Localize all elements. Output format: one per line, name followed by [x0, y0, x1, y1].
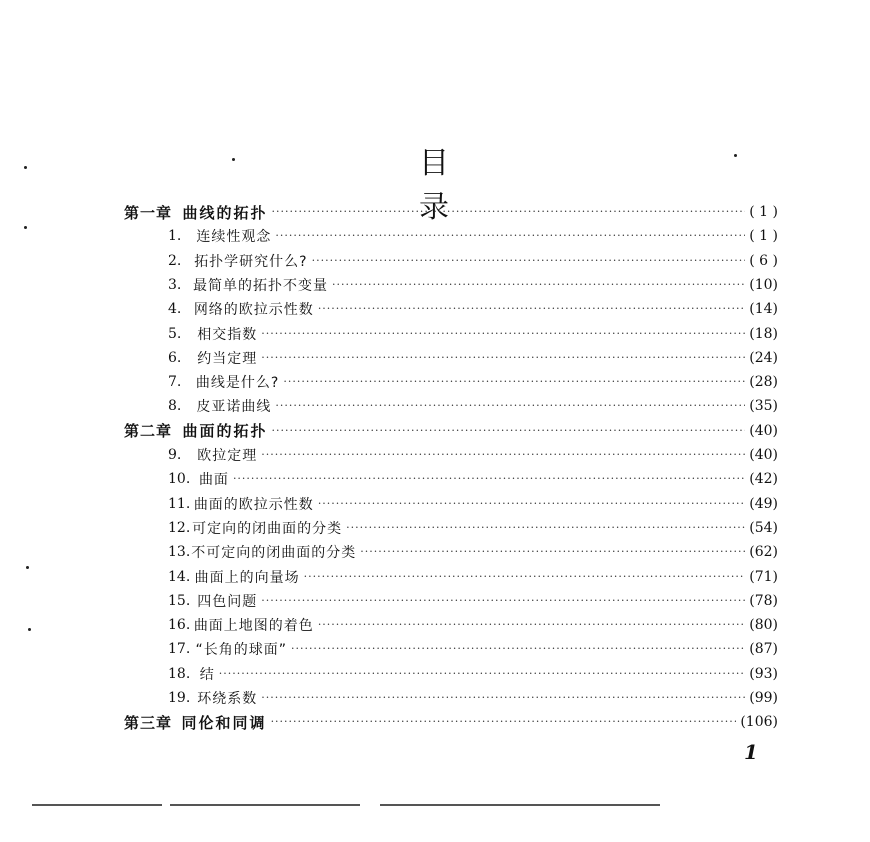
toc-page-number: (18)	[749, 325, 778, 342]
toc-section-title: 曲线是什么?	[195, 375, 280, 392]
toc-chapter-title: 曲面的拓扑	[182, 422, 268, 441]
toc-dot-leader	[261, 326, 745, 342]
scan-speck	[26, 566, 29, 569]
toc-dot-leader	[291, 641, 745, 657]
toc-chapter-row[interactable]	[124, 419, 778, 443]
toc-page-number: (87)	[749, 641, 778, 658]
toc-dot-leader	[283, 374, 745, 390]
toc-section-number: 18.	[168, 665, 191, 682]
toc-section-number: 7.	[168, 374, 182, 391]
toc-section-title: “长角的球面”	[195, 642, 287, 659]
toc-chapter-title: 曲线的拓扑	[182, 203, 268, 222]
toc-section-row[interactable]	[168, 686, 778, 710]
toc-section-title: 可定向的闭曲面的分类	[192, 520, 343, 537]
toc-page-number: (35)	[749, 398, 778, 415]
toc-section-row[interactable]	[168, 565, 778, 589]
scan-artifact-line	[32, 804, 162, 806]
toc-section-row[interactable]	[168, 297, 778, 321]
toc-section-row[interactable]	[168, 492, 778, 516]
toc-dot-leader	[304, 569, 746, 585]
toc-section-number: 8.	[168, 398, 182, 415]
toc-page-number: (40)	[749, 447, 778, 463]
toc-dot-leader	[261, 593, 745, 609]
toc-section-number: 2.	[168, 252, 182, 269]
toc-section-number: 9.	[168, 447, 182, 463]
toc-page-number: (10)	[749, 276, 778, 293]
toc-page-number: (49)	[749, 495, 778, 512]
page-title: 目 录	[419, 146, 583, 225]
toc-dot-leader	[318, 301, 745, 317]
scan-speck	[24, 166, 27, 169]
toc-chapter-row[interactable]	[124, 710, 778, 734]
toc-section-row[interactable]	[168, 637, 778, 661]
toc-section-title: 欧拉定理	[197, 448, 258, 464]
toc-chapter-label: 第一章	[124, 203, 173, 222]
toc-page-number: (106)	[740, 714, 778, 731]
toc-page-number: ( 6 )	[749, 252, 778, 269]
toc-dot-leader	[271, 714, 737, 730]
scan-speck	[28, 628, 31, 631]
toc-section-title: 曲面上的向量场	[194, 569, 300, 586]
toc-dot-leader	[272, 423, 746, 439]
toc-page-number: (42)	[749, 471, 778, 488]
toc-dot-leader	[346, 520, 745, 536]
toc-dot-leader	[219, 666, 745, 682]
toc-section-number: 12.	[168, 519, 191, 536]
toc-dot-leader	[360, 544, 745, 560]
toc-page-number: (28)	[749, 374, 778, 391]
toc-section-number: 10.	[168, 471, 191, 488]
toc-section-number: 3.	[168, 276, 182, 293]
toc-section-number: 4.	[168, 301, 182, 318]
toc-section-title: 连续性观念	[196, 229, 272, 246]
toc-chapter-label: 第三章	[124, 713, 173, 732]
toc-section-title: 最简单的拓扑不变量	[192, 277, 328, 294]
toc-page-number: ( 1 )	[749, 204, 778, 220]
toc-page-number: ( 1 )	[749, 228, 778, 245]
toc-section-number: 1.	[168, 228, 182, 245]
toc-section-title: 曲面上地图的着色	[193, 618, 314, 635]
toc-section-row[interactable]	[168, 370, 778, 394]
toc-section-row[interactable]	[168, 249, 778, 273]
toc-section-row[interactable]	[168, 662, 778, 686]
toc-section-number: 16.	[168, 617, 191, 634]
toc-page-number: (40)	[749, 422, 778, 439]
toc-section-number: 19.	[168, 690, 191, 706]
toc-section-title: 网络的欧拉示性数	[193, 302, 314, 319]
toc-dot-leader	[233, 471, 745, 487]
toc-page-number: (80)	[749, 617, 778, 634]
toc-section-row[interactable]	[168, 394, 778, 418]
toc-chapter-label: 第二章	[124, 422, 173, 441]
toc-dot-leader	[318, 496, 745, 512]
page-folio-number: 1	[744, 740, 758, 764]
toc-dot-leader	[332, 277, 745, 293]
toc-section-row[interactable]	[168, 589, 778, 613]
toc-dot-leader	[275, 398, 745, 414]
toc-section-title: 相交指数	[197, 326, 258, 343]
scan-speck	[734, 154, 737, 157]
toc-section-number: 11.	[168, 495, 191, 512]
toc-page-number: (62)	[749, 544, 778, 561]
toc-section-number: 13.	[168, 544, 191, 561]
scan-speck	[24, 226, 27, 229]
toc-section-row[interactable]	[168, 224, 778, 248]
toc-page-number: (14)	[749, 301, 778, 318]
scan-speck	[232, 158, 235, 161]
toc-dot-leader	[275, 228, 745, 244]
toc-chapter-row[interactable]	[124, 200, 778, 224]
toc-section-row[interactable]	[168, 322, 778, 346]
toc-page-number: (54)	[749, 519, 778, 536]
toc-section-title: 皮亚诺曲线	[196, 399, 272, 416]
toc-chapter-title: 同伦和同调	[181, 713, 267, 732]
toc-section-number: 15.	[168, 592, 191, 609]
toc-section-title: 曲面的欧拉示性数	[193, 496, 314, 513]
toc-section-row[interactable]	[168, 273, 778, 297]
toc-page-number: (71)	[749, 568, 778, 585]
scan-artifact-line	[380, 804, 660, 806]
toc-section-title: 四色问题	[197, 593, 258, 610]
toc-page-number: (93)	[749, 665, 778, 682]
toc-page-number: (78)	[749, 592, 778, 609]
toc-section-title: 拓扑学研究什么?	[194, 253, 308, 270]
toc-page-number: (99)	[749, 690, 778, 706]
toc-dot-leader	[261, 350, 745, 366]
scan-artifact-line	[170, 804, 360, 806]
toc-section-title: 曲面	[198, 472, 229, 489]
toc-section-row[interactable]	[168, 346, 778, 370]
toc-section-row[interactable]	[168, 613, 778, 637]
toc-section-row[interactable]	[168, 467, 778, 491]
toc-section-number: 17.	[168, 641, 191, 658]
toc-page-number: (24)	[749, 349, 778, 366]
toc-section-number: 6.	[168, 349, 182, 366]
toc-section-title: 环绕系数	[197, 691, 258, 707]
toc-dot-leader	[272, 204, 746, 220]
toc-section-number: 5.	[168, 325, 182, 342]
toc-section-row[interactable]	[168, 443, 778, 467]
toc-section-title: 不可定向的闭曲面的分类	[191, 545, 357, 562]
toc-dot-leader	[261, 690, 745, 706]
toc-section-number: 14.	[168, 568, 191, 585]
toc-section-title: 约当定理	[197, 350, 258, 367]
toc-dot-leader	[261, 447, 745, 463]
toc-section-row[interactable]	[168, 516, 778, 540]
toc-section-row[interactable]	[168, 540, 778, 564]
toc-dot-leader	[318, 617, 745, 633]
toc-section-title: 结	[199, 666, 215, 683]
toc-dot-leader	[312, 253, 746, 269]
